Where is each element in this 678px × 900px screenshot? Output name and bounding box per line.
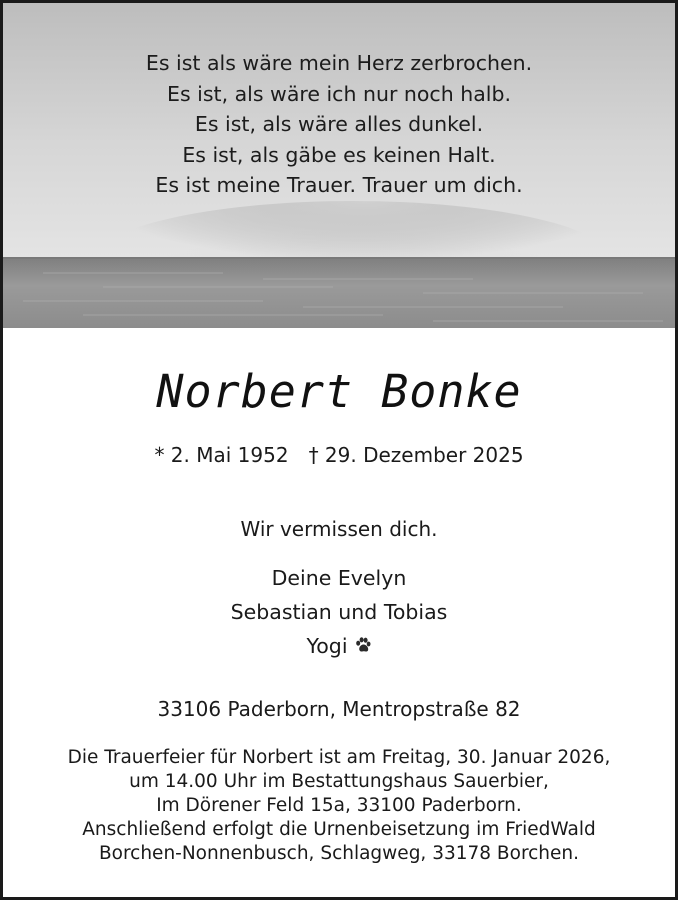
paw-icon — [354, 630, 372, 664]
poem-line: Es ist, als wäre ich nur noch halb. — [167, 81, 511, 106]
mourner-line: Deine Evelyn — [271, 566, 407, 590]
mourner-line-pet — [3, 629, 675, 664]
poem — [3, 48, 675, 201]
farewell-message: Wir vermissen dich. — [240, 517, 438, 541]
pet-name: Yogi — [306, 634, 348, 658]
poem-line: Es ist meine Trauer. Trauer um dich. — [155, 173, 523, 197]
death-date: † 29. Dezember 2025 — [308, 443, 524, 467]
service-line: um 14.00 Uhr im Bestattungshaus Sauerbier, — [129, 771, 549, 792]
service-line: Borchen-Nonnenbusch, Schlagweg, 33178 Borchen. — [98, 843, 580, 864]
deceased-name: Norbert Bonke — [156, 365, 522, 418]
service-line: Anschließend erfolgt die Urnenbeisetzung im FriedWald — [82, 819, 596, 840]
poem-line: Es ist als wäre mein Herz zerbrochen. — [145, 51, 533, 75]
service-line: Im Dörener Feld 15a, 33100 Paderborn. — [156, 795, 522, 816]
mourner-line: Sebastian und Tobias — [230, 600, 448, 624]
poem-line: Es ist, als wäre alles dunkel. — [194, 112, 484, 136]
family-address: 33106 Paderborn, Mentropstraße 82 — [157, 697, 521, 721]
life-dates — [3, 443, 675, 467]
birth-date: * 2. Mai 1952 — [154, 443, 289, 467]
funeral-service-info — [3, 746, 675, 866]
mourners — [3, 561, 675, 664]
service-line: Die Trauerfeier für Norbert ist am Freitag, 30. Januar 2026, — [67, 747, 611, 768]
poem-line: Es ist, als gäbe es keinen Halt. — [182, 142, 496, 167]
